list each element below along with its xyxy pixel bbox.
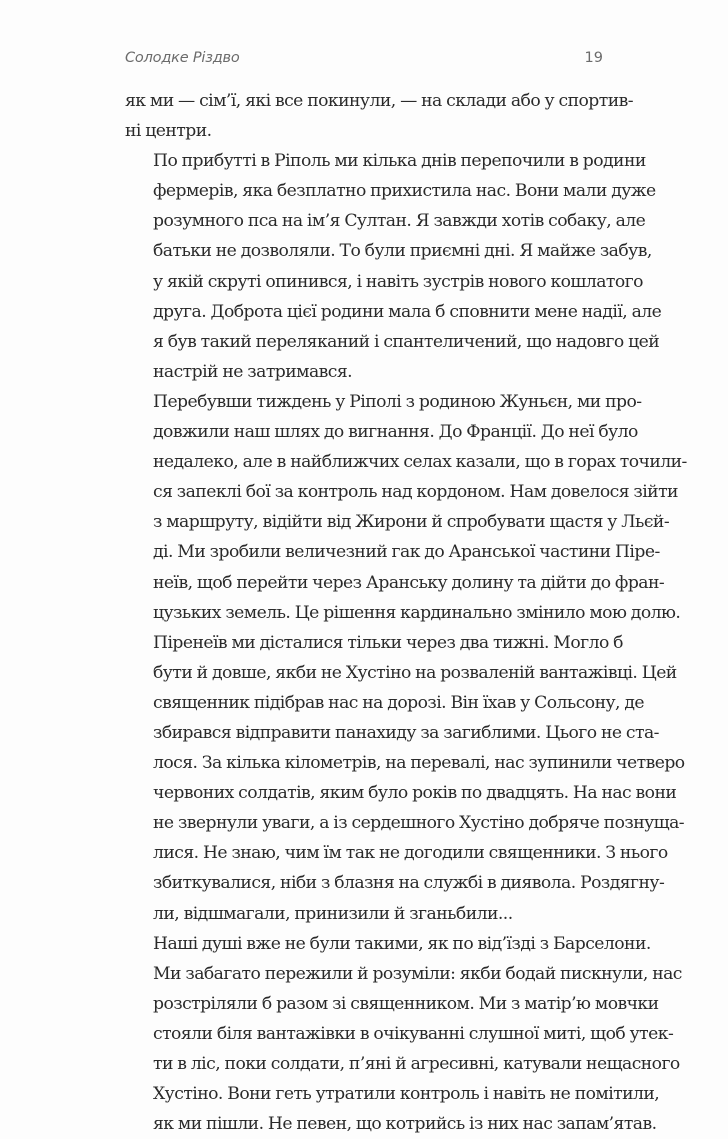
text-line: як ми пішли. Не певен, що котрийсь із них нас запам’ятав.	[153, 1114, 657, 1135]
text-line: Наші душі вже не були такими, як по від’їзді з Барселони.	[153, 933, 651, 954]
text-line: довжили наш шлях до вигнання. До Франції. До неї було	[153, 422, 638, 443]
paragraph	[125, 387, 687, 628]
text-line: я був такий переляканий і спантеличений, що надовго цей	[153, 331, 660, 352]
paragraph	[125, 86, 633, 146]
text-line: Піренеїв ми дісталися тільки через два тижні. Могло б	[153, 632, 623, 653]
text-line: не звернули уваги, а із сердешного Хустіно добряче познуща-	[153, 813, 685, 834]
text-line: цузьких земель. Це рішення кардинально змінило мою долю.	[153, 602, 681, 623]
text-line: з маршруту, відійти від Жирони й спробувати щастя у Льєй-	[153, 512, 670, 533]
text-line: По прибутті в Ріполь ми кілька днів перепочили в родини	[153, 151, 646, 172]
text-line: ді. Ми зробили величезний гак до Аранської частини Піре-	[153, 542, 660, 563]
text-line: лося. За кілька кілометрів, на перевалі, нас зупинили четверо	[153, 753, 685, 774]
text-line: священник підібрав нас на дорозі. Він їхав у Сольсону, де	[153, 692, 645, 713]
paragraph	[125, 929, 682, 1139]
text-line: Хустіно. Вони геть утратили контроль і навіть не помітили,	[153, 1084, 660, 1105]
text-line: як ми — сім’ї, які все покинули, — на склади або у спортив-	[125, 91, 633, 111]
text-line: ся запеклі бої за контроль над кордоном. Нам довелося зійти	[153, 482, 678, 503]
text-line: Перебувши тиждень у Ріполі з родиною Жуньєн, ми про-	[153, 391, 642, 412]
text-line: ли, відшмагали, принизили й зганьбили...	[153, 903, 513, 924]
text-line: бути й довше, якби не Хустіно на розваленій вантажівці. Цей	[153, 662, 677, 683]
text-line: збирався відправити панахиду за загиблими. Цього не ста-	[153, 722, 659, 743]
text-line: ні центри.	[125, 121, 212, 142]
page-number: 19	[584, 50, 603, 66]
page-header	[125, 50, 603, 74]
text-line: недалеко, але в найближчих селах казали, що в горах точили-	[153, 452, 687, 473]
text-line: розумного пса на ім’я Султан. Я завжди хотів собаку, але	[153, 211, 646, 232]
text-line: фермерів, яка безплатно прихистила нас. Вони мали дуже	[153, 181, 656, 202]
text-line: лися. Не знаю, чим їм так не догодили священники. З нього	[153, 843, 668, 864]
text-line: настрій не затримався.	[153, 361, 353, 382]
text-line: неїв, щоб перейти через Аранську долину та дійти до фран-	[153, 572, 665, 593]
running-title: Солодке Різдво	[125, 50, 240, 66]
text-line: друга. Доброта цієї родини мала б сповнити мене надії, але	[153, 301, 662, 322]
text-line: ти в ліс, поки солдати, п’яні й агресивні, катували нещасного	[153, 1054, 680, 1074]
text-line: у якій скруті опинився, і навіть зустрів нового кошлатого	[153, 271, 643, 292]
text-line: збиткувалися, ніби з блазня на службі в диявола. Роздягну-	[153, 873, 665, 894]
text-line: Ми забагато пережили й розуміли: якби бодай пискнули, нас	[153, 963, 682, 984]
text-line: стояли біля вантажівки в очікуванні слушної миті, щоб утек-	[153, 1023, 674, 1044]
text-line: червоних солдатів, яким було років по двадцять. На нас вони	[153, 783, 677, 804]
text-line: батьки не дозволяли. То були приємні дні. Я майже забув,	[153, 241, 652, 262]
paragraph	[125, 146, 662, 387]
text-line: розстріляли б разом зі священником. Ми з матір’ю мовчки	[153, 993, 659, 1014]
body-text	[125, 86, 687, 1139]
paragraph	[125, 628, 685, 929]
